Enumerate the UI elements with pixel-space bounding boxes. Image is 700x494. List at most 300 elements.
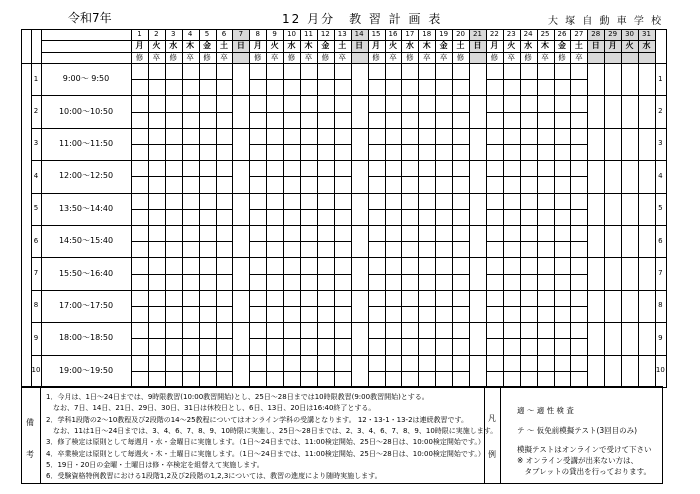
schedule-cell (452, 290, 469, 306)
schedule-cell (216, 95, 233, 111)
schedule-cell (334, 225, 351, 241)
schedule-cell (537, 355, 554, 371)
day-number: 25 (540, 30, 550, 39)
legend-aptitude: 適 ～ 適 性 検 査 (517, 406, 574, 415)
notes-label-top: 備 (26, 418, 34, 427)
schedule-cell (216, 290, 233, 306)
period-number: 9 (33, 333, 39, 342)
schedule-cell (283, 95, 300, 111)
exam-type: 卒 (220, 52, 228, 62)
schedule-cell (317, 112, 334, 128)
exam-type: 卒 (152, 52, 161, 62)
schedule-cell (148, 290, 165, 306)
schedule-cell (216, 225, 233, 241)
schedule-cell (199, 225, 216, 241)
schedule-cell (503, 225, 520, 241)
schedule-cell (435, 225, 452, 241)
schedule-cell (249, 112, 266, 128)
day-weekday: 火 (270, 40, 279, 50)
day-weekday: 木 (186, 40, 195, 50)
schedule-cell (182, 225, 199, 241)
schedule-cell (216, 193, 233, 209)
day-number: 19 (439, 30, 449, 39)
schedule-cell (199, 290, 216, 306)
schedule-cell (317, 355, 334, 371)
day-number: 7 (238, 30, 244, 39)
day-number: 6 (221, 30, 227, 39)
day-number: 9 (272, 30, 277, 39)
grid-line (300, 29, 301, 63)
grid-line (21, 29, 22, 387)
exam-type: 卒 (186, 52, 194, 62)
schedule-cell (385, 193, 402, 209)
exam-type: 卒 (389, 52, 397, 62)
schedule-cell (165, 193, 182, 209)
schedule-cell (401, 241, 418, 257)
day-number: 11 (303, 30, 313, 39)
schedule-cell (266, 225, 283, 241)
period-time: 12:00～12:50 (58, 171, 114, 181)
grid-line (621, 29, 622, 63)
schedule-cell (283, 193, 300, 209)
grid-line (587, 29, 588, 63)
schedule-cell (520, 193, 537, 209)
grid-line (368, 29, 369, 63)
schedule-cell (401, 209, 418, 225)
schedule-cell (283, 112, 300, 128)
grid-line (165, 29, 166, 63)
schedule-cell (385, 290, 402, 306)
day-number: 2 (154, 30, 159, 39)
schedule-cell (300, 225, 317, 241)
day-number: 10 (287, 30, 296, 39)
period-number-right: 7 (658, 269, 663, 278)
notes-label-bottom: 考 (26, 450, 34, 459)
schedule-cell (165, 355, 182, 371)
schedule-cell (503, 193, 520, 209)
schedule-cell (401, 128, 418, 144)
grid-line (666, 29, 667, 388)
grid-line (31, 160, 666, 161)
exam-type: 修 (524, 52, 532, 62)
day-number: 20 (456, 30, 465, 39)
exam-type: 修 (406, 52, 414, 62)
day-weekday: 月 (372, 40, 381, 50)
schedule-cell (554, 193, 571, 209)
exam-type: 卒 (575, 52, 583, 62)
notes-section (21, 386, 663, 484)
note-line: なお、11は1日～24日までは、3、4、6、7、8、9、10時限に実施し、25日～28日までは、2、3、4、6、7、8、9、10時限に実施します。 (46, 426, 498, 435)
day-number: 4 (187, 30, 193, 39)
period-time: 9:00～ 9:50 (62, 74, 110, 84)
day-weekday: 金 (439, 40, 448, 50)
note-line: 5．19日・20日の金曜・土曜日は修・卒検定を組替えて実施します。 (46, 460, 264, 469)
schedule-cell (570, 63, 587, 79)
schedule-cell (368, 290, 385, 306)
schedule-cell (537, 112, 554, 128)
schedule-cell (216, 112, 233, 128)
legend-tablet-note-2: タブレットの貸出を行っております。 (517, 467, 652, 476)
day-weekday: 日 (236, 40, 245, 50)
day-number: 15 (371, 30, 381, 39)
day-number: 5 (204, 30, 210, 39)
schedule-cell (520, 225, 537, 241)
day-weekday: 土 (338, 40, 347, 50)
schedule-cell (570, 257, 587, 273)
exam-type: 修 (456, 52, 465, 62)
schedule-cell (385, 225, 402, 241)
schedule-cell (418, 95, 435, 111)
day-weekday: 木 (304, 40, 313, 50)
exam-type: 修 (253, 52, 262, 62)
schedule-cell (503, 112, 520, 128)
day-number: 22 (489, 30, 499, 39)
period-number-right: 5 (658, 204, 663, 213)
grid-line (435, 29, 436, 63)
schedule-cell (165, 225, 182, 241)
exam-type: 修 (321, 52, 330, 62)
schedule-cell (368, 95, 385, 111)
schedule-cell (165, 241, 182, 257)
grid-line (31, 95, 666, 96)
period-number: 3 (33, 139, 39, 148)
day-weekday: 木 (541, 40, 550, 50)
day-number: 26 (557, 30, 567, 39)
grid-line (31, 225, 666, 226)
schedule-cell (300, 193, 317, 209)
day-number: 16 (388, 30, 398, 39)
schedule-cell (570, 144, 587, 160)
schedule-cell (300, 95, 317, 111)
note-line: 2．学科1段階の2～10教程及び2段階の14～25教程についてはオンライン学科の受講となります。 12・13-1・13-2は連続教習です。 (46, 415, 468, 424)
grid-line (334, 29, 335, 63)
note-line: 6．受験資格特例教習における1段階1,2及び2段階の1,2,3については、教習の進度により随時実施します。 (46, 472, 382, 481)
day-weekday: 水 (524, 40, 533, 50)
exam-type: 修 (169, 52, 177, 62)
schedule-cell (182, 193, 199, 209)
schedule-cell (435, 95, 452, 111)
grid-line (249, 29, 250, 63)
grid-line (554, 29, 555, 63)
grid-line (537, 29, 538, 63)
grid-line (469, 29, 470, 63)
schedule-cell (131, 225, 148, 241)
schedule-cell (165, 290, 182, 306)
schedule-cell (266, 193, 283, 209)
schedule-cell (486, 290, 503, 306)
schedule-cell (503, 95, 520, 111)
day-weekday: 月 (253, 40, 262, 50)
day-number: 18 (422, 30, 432, 39)
schedule-cell (537, 322, 554, 338)
schedule-cell (148, 112, 165, 128)
schedule-cell (334, 112, 351, 128)
period-time: 19:00～19:50 (58, 365, 114, 375)
legend-label-bottom: 例 (488, 450, 496, 459)
day-number: 27 (574, 30, 584, 39)
day-weekday: 土 (574, 40, 583, 50)
schedule-cell (266, 112, 283, 128)
schedule-cell (300, 290, 317, 306)
schedule-cell (537, 290, 554, 306)
day-weekday: 火 (388, 40, 397, 50)
period-time: 15:50～16:40 (58, 268, 114, 278)
day-number: 28 (591, 30, 601, 39)
grid-line (41, 52, 655, 53)
schedule-cell (148, 95, 165, 111)
exam-type: 卒 (541, 52, 549, 62)
schedule-cell (334, 95, 351, 111)
schedule-cell (452, 225, 469, 241)
schedule-cell (401, 322, 418, 338)
schedule-cell (283, 144, 300, 160)
schedule-cell (131, 193, 148, 209)
day-weekday: 日 (473, 40, 482, 50)
day-weekday: 水 (287, 40, 296, 50)
schedule-cell (182, 112, 199, 128)
period-number-right: 4 (658, 171, 663, 180)
day-weekday: 月 (135, 40, 144, 50)
exam-type: 卒 (338, 52, 346, 62)
schedule-cell (401, 290, 418, 306)
day-weekday: 土 (456, 40, 465, 50)
schedule-cell (216, 355, 233, 371)
schedule-cell (317, 95, 334, 111)
schedule-cell (266, 355, 283, 371)
schedule-cell (520, 112, 537, 128)
schedule-cell (435, 290, 452, 306)
grid-line (604, 29, 605, 63)
schedule-cell (537, 95, 554, 111)
day-number: 17 (405, 30, 415, 39)
schedule-cell (570, 112, 587, 128)
day-number: 23 (506, 30, 516, 39)
era-year: 令和7年 (68, 11, 112, 25)
period-time: 17:00～17:50 (58, 300, 114, 310)
schedule-cell (334, 355, 351, 371)
exam-type: 卒 (439, 52, 448, 62)
schedule-cell (435, 193, 452, 209)
grid-line (638, 29, 639, 63)
schedule-cell (520, 290, 537, 306)
schedule-cell (182, 322, 199, 338)
grid-line (21, 63, 666, 64)
schedule-cell (401, 193, 418, 209)
schedule-cell (317, 290, 334, 306)
schedule-cell (385, 355, 402, 371)
legend-mock-test: テ ～ 仮免前模擬テスト(3回目のみ) (517, 426, 638, 435)
schedule-cell (418, 290, 435, 306)
schedule-cell (452, 193, 469, 209)
day-number: 12 (320, 30, 330, 39)
schedule-cell (452, 112, 469, 128)
grid-line (31, 193, 666, 194)
schedule-cell (148, 355, 165, 371)
period-number: 10 (31, 366, 41, 375)
period-number-right: 3 (658, 139, 663, 148)
schedule-cell (165, 95, 182, 111)
grid-line (148, 29, 149, 63)
schedule-cell (300, 355, 317, 371)
grid-line (31, 322, 666, 323)
schedule-cell (266, 290, 283, 306)
period-number-right: 2 (658, 107, 663, 116)
schedule-cell (570, 290, 587, 306)
schedule-cell (199, 95, 216, 111)
schedule-cell (570, 225, 587, 241)
schedule-cell (182, 290, 199, 306)
exam-type: 修 (287, 52, 296, 62)
schedule-cell (418, 112, 435, 128)
schedule-cell (554, 225, 571, 241)
schedule-cell (165, 160, 182, 176)
day-number: 21 (472, 30, 482, 39)
period-time: 13:50～14:40 (58, 203, 114, 213)
exam-type: 卒 (304, 52, 313, 62)
note-line: 4．卒業検定は原則として毎週火・木・土曜日に実施します。（1日～24日までは、11:00検定開始、25日～28日は、10:00検定開始です。） (46, 449, 485, 458)
day-weekday: 日 (591, 40, 600, 50)
period-time: 14:50～15:40 (58, 236, 114, 246)
schedule-cell (232, 193, 249, 209)
grid-line (418, 29, 419, 63)
period-number-right: 6 (658, 236, 663, 245)
schedule-cell (249, 95, 266, 111)
legend-online: 模擬テストはオンラインで受けて下さい (517, 445, 652, 454)
grid-line (182, 29, 183, 63)
schedule-cell (249, 193, 266, 209)
schedule-cell (182, 95, 199, 111)
day-number: 30 (625, 30, 634, 39)
day-number: 13 (337, 30, 347, 39)
note-line: 1．今月は、1日～24日までは、9時限教習(10:00教習開始)とし、25日～28日までは10時限教習(9:00教習開始)とする。 (46, 393, 429, 401)
schedule-cell (165, 112, 182, 128)
schedule-cell (570, 128, 587, 144)
schedule-cell (317, 257, 334, 273)
day-weekday: 水 (405, 40, 414, 50)
schedule-cell (266, 95, 283, 111)
schedule-cell (249, 144, 266, 160)
grid-line (31, 128, 666, 129)
schedule-cell (249, 225, 266, 241)
schedule-cell (537, 225, 554, 241)
schedule-cell (435, 355, 452, 371)
schedule-cell (283, 290, 300, 306)
day-weekday: 日 (355, 40, 364, 50)
day-weekday: 金 (557, 40, 566, 50)
schedule-cell (554, 95, 571, 111)
period-number: 5 (33, 204, 39, 213)
schedule-cell (503, 290, 520, 306)
grid-line (41, 40, 655, 41)
schedule-cell (520, 144, 537, 160)
day-number: 24 (523, 30, 533, 39)
schedule-cell (283, 322, 300, 338)
grid-line (41, 29, 42, 387)
day-weekday: 水 (169, 40, 178, 50)
grid-line (199, 29, 200, 63)
day-number: 14 (354, 30, 364, 39)
schedule-cell (486, 63, 503, 79)
period-number-right: 1 (658, 74, 663, 83)
exam-type: 卒 (270, 52, 279, 62)
day-weekday: 火 (507, 40, 516, 50)
schedule-cell (131, 290, 148, 306)
schedule-cell (317, 193, 334, 209)
schedule-cell (418, 225, 435, 241)
schedule-cell (537, 306, 554, 322)
schedule-cell (435, 112, 452, 128)
exam-type: 修 (203, 52, 211, 62)
day-number: 29 (608, 30, 618, 39)
schedule-cell (486, 225, 503, 241)
schedule-cell (401, 112, 418, 128)
legend-label-top: 凡 (488, 414, 496, 423)
day-weekday: 火 (152, 40, 161, 50)
schedule-cell (418, 193, 435, 209)
grid-line (655, 29, 656, 387)
schedule-cell (486, 95, 503, 111)
schedule-cell (570, 95, 587, 111)
schedule-cell (368, 225, 385, 241)
schedule-cell (165, 128, 182, 144)
period-number-right: 10 (655, 366, 665, 375)
schedule-cell (368, 112, 385, 128)
day-number: 8 (255, 30, 260, 39)
schedule-cell (486, 193, 503, 209)
schedule-cell (334, 193, 351, 209)
schedule-cell (249, 355, 266, 371)
grid-line (503, 29, 504, 63)
schedule-cell (537, 371, 554, 387)
period-number: 4 (33, 171, 39, 180)
exam-type: 卒 (422, 52, 431, 62)
grid-line (31, 355, 666, 356)
period-number: 2 (33, 107, 39, 116)
schedule-cell (401, 160, 418, 176)
schedule-cell (148, 193, 165, 209)
exam-type: 修 (558, 52, 566, 62)
schedule-cell (554, 112, 571, 128)
grid-line (486, 29, 487, 63)
grid-line (385, 29, 386, 63)
period-number: 8 (33, 301, 39, 310)
note-line: なお、7日、14日、21日、29日、30日、31日は休校日とし、6日、13日、20日は16:40終了とする。 (46, 404, 376, 413)
schedule-cell (300, 112, 317, 128)
schedule-cell (452, 355, 469, 371)
schedule-cell (486, 144, 503, 160)
schedule-cell (401, 95, 418, 111)
period-number-right: 9 (658, 333, 663, 342)
grid-line (216, 29, 217, 63)
grid-line (21, 29, 666, 30)
page-title: 12 月分 教 習 計 画 表 (282, 12, 443, 26)
exam-type: 修 (135, 52, 144, 62)
grid-line (266, 29, 267, 63)
exam-type: 修 (372, 52, 380, 62)
schedule-cell (570, 193, 587, 209)
schedule-cell (452, 257, 469, 273)
period-number: 1 (33, 74, 39, 83)
schedule-cell (385, 112, 402, 128)
period-time: 10:00～10:50 (58, 106, 114, 116)
day-weekday: 木 (422, 40, 431, 50)
day-number: 31 (641, 30, 651, 39)
schedule-cell (249, 290, 266, 306)
schedule-cell (401, 355, 418, 371)
grid-line (283, 29, 284, 63)
schedule-cell (249, 128, 266, 144)
day-weekday: 月 (490, 40, 499, 50)
